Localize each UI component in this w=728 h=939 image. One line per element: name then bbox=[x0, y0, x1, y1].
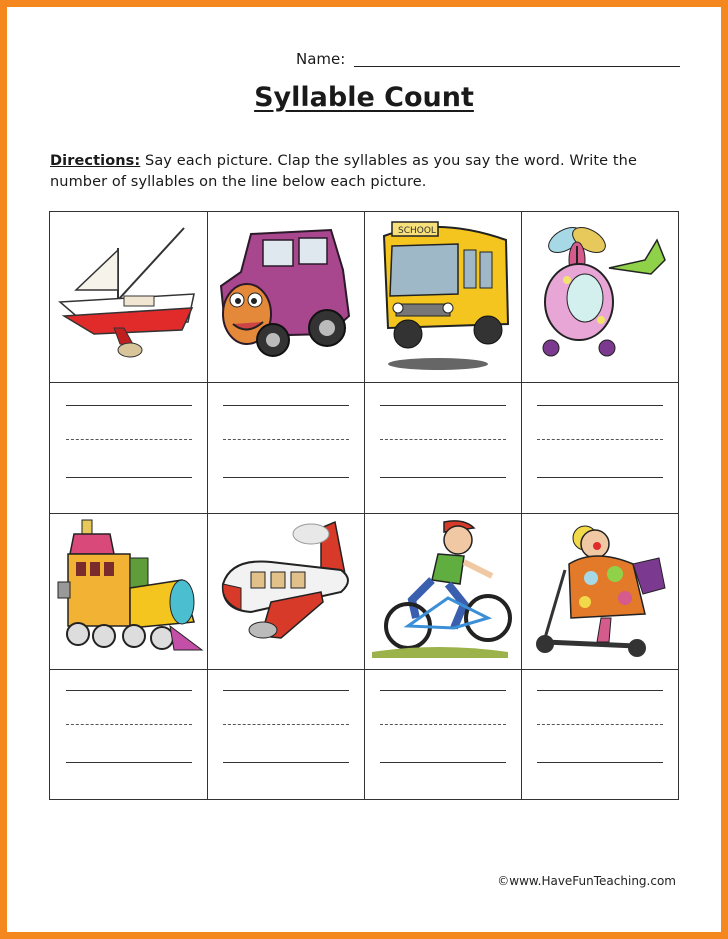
name-label: Name: bbox=[296, 50, 346, 68]
school-bus-icon bbox=[368, 216, 518, 378]
airplane-icon bbox=[211, 518, 361, 666]
picture-grid bbox=[49, 211, 679, 800]
name-line[interactable] bbox=[354, 66, 680, 67]
grid-divider bbox=[521, 212, 522, 799]
directions-text: Say each picture. Clap the syllables as you say the word. Write the number of syllables on the line below each picture. bbox=[50, 153, 637, 190]
directions bbox=[50, 151, 686, 193]
copyright-footer: ©www.HaveFunTeaching.com bbox=[497, 874, 676, 888]
grid-divider bbox=[50, 382, 678, 383]
helicopter-icon bbox=[525, 216, 675, 378]
car-icon bbox=[211, 216, 361, 378]
worksheet-title: Syllable Count bbox=[254, 82, 474, 113]
bicycle-rider-icon bbox=[368, 518, 518, 666]
grid-divider bbox=[364, 212, 365, 799]
directions-label: Directions: bbox=[50, 153, 141, 169]
grid-divider bbox=[50, 669, 678, 670]
name-field[interactable] bbox=[296, 50, 680, 70]
sailboat-icon bbox=[54, 218, 204, 378]
grid-divider bbox=[50, 513, 678, 514]
train-icon bbox=[54, 518, 204, 666]
scooter-clown-icon bbox=[525, 518, 675, 666]
svg-text:SCHOOL: SCHOOL bbox=[398, 226, 436, 236]
grid-divider bbox=[207, 212, 208, 799]
